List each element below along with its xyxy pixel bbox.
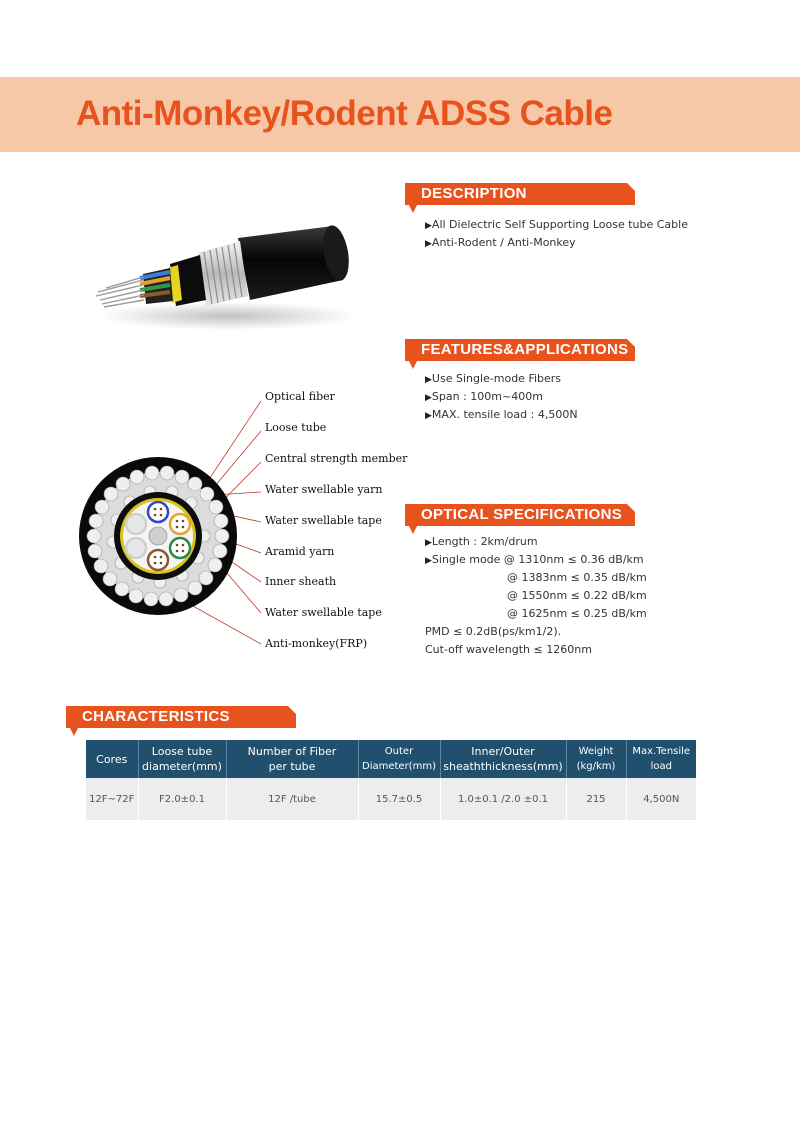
header-outer-diameter: Outer Diameter(mm) — [358, 740, 440, 778]
central-member — [149, 527, 167, 545]
optical-line: @ 1625nm ≤ 0.25 dB/km — [507, 607, 647, 620]
optical-heading: OPTICAL SPECIFICATIONS — [405, 504, 635, 526]
cell-weight: 215 — [566, 778, 626, 820]
optical-line: @ 1383nm ≤ 0.35 dB/km — [507, 571, 647, 584]
label-anti-monkey: Anti-monkey(FRP) — [265, 637, 368, 650]
header-max-tensile: Max.Tensile load — [626, 740, 696, 778]
optical-single-mode: ▶Single mode @ 1310nm ≤ 0.36 dB/km — [425, 553, 644, 566]
optical-cutoff: Cut-off wavelength ≤ 1260nm — [425, 643, 592, 656]
header-weight: Weight (kg/km) — [566, 740, 626, 778]
description-heading: DESCRIPTION — [405, 183, 635, 205]
cable-illustration — [88, 208, 358, 338]
characteristics-heading: CHARACTERISTICS — [66, 706, 296, 728]
cable-shadow — [98, 302, 358, 330]
features-item: ▶Span : 100m~400m — [425, 390, 543, 403]
cell-loose-tube: F2.0±0.1 — [138, 778, 226, 820]
label-central-strength-member: Central strength member — [265, 452, 408, 465]
features-heading: FEATURES&APPLICATIONS — [405, 339, 635, 361]
cell-sheath-thickness: 1.0±0.1 /2.0 ±0.1 — [440, 778, 566, 820]
description-item: ▶All Dielectric Self Supporting Loose tube Cable — [425, 218, 688, 231]
page-title: Anti-Monkey/Rodent ADSS Cable — [76, 94, 613, 133]
cell-max-tensile: 4,500N — [626, 778, 696, 820]
fibers — [96, 277, 144, 307]
optical-pmd: PMD ≤ 0.2dB(ps/km1/2). — [425, 625, 562, 638]
label-water-swellable-tape: Water swellable tape — [265, 514, 382, 527]
cell-cores: 12F~72F — [86, 778, 138, 820]
title-banner — [0, 77, 800, 152]
characteristics-table — [86, 740, 696, 820]
label-inner-sheath: Inner sheath — [265, 575, 337, 588]
cell-fibers-per-tube: 12F /tube — [226, 778, 358, 820]
label-water-swellable-yarn: Water swellable yarn — [265, 483, 383, 496]
label-water-swellable-tape-2: Water swellable tape — [265, 606, 382, 619]
label-loose-tube: Loose tube — [265, 421, 327, 434]
optical-length: ▶Length : 2km/drum — [425, 535, 538, 548]
table-header-row — [86, 740, 696, 778]
header-loose-tube: Loose tube diameter(mm) — [138, 740, 226, 778]
label-aramid-yarn: Aramid yarn — [265, 545, 335, 558]
features-item: ▶MAX. tensile load : 4,500N — [425, 408, 578, 421]
header-cores: Cores — [86, 740, 138, 778]
table-row — [86, 778, 696, 820]
features-item: ▶Use Single-mode Fibers — [425, 372, 562, 385]
header-sheath-thickness: Inner/Outer sheaththickness(mm) — [440, 740, 566, 778]
label-optical-fiber: Optical fiber — [265, 390, 335, 403]
description-item: ▶Anti-Rodent / Anti-Monkey — [425, 236, 576, 249]
header-fibers-per-tube: Number of Fiber per tube — [226, 740, 358, 778]
optical-line: @ 1550nm ≤ 0.22 dB/km — [507, 589, 647, 602]
cell-outer-diameter: 15.7±0.5 — [358, 778, 440, 820]
